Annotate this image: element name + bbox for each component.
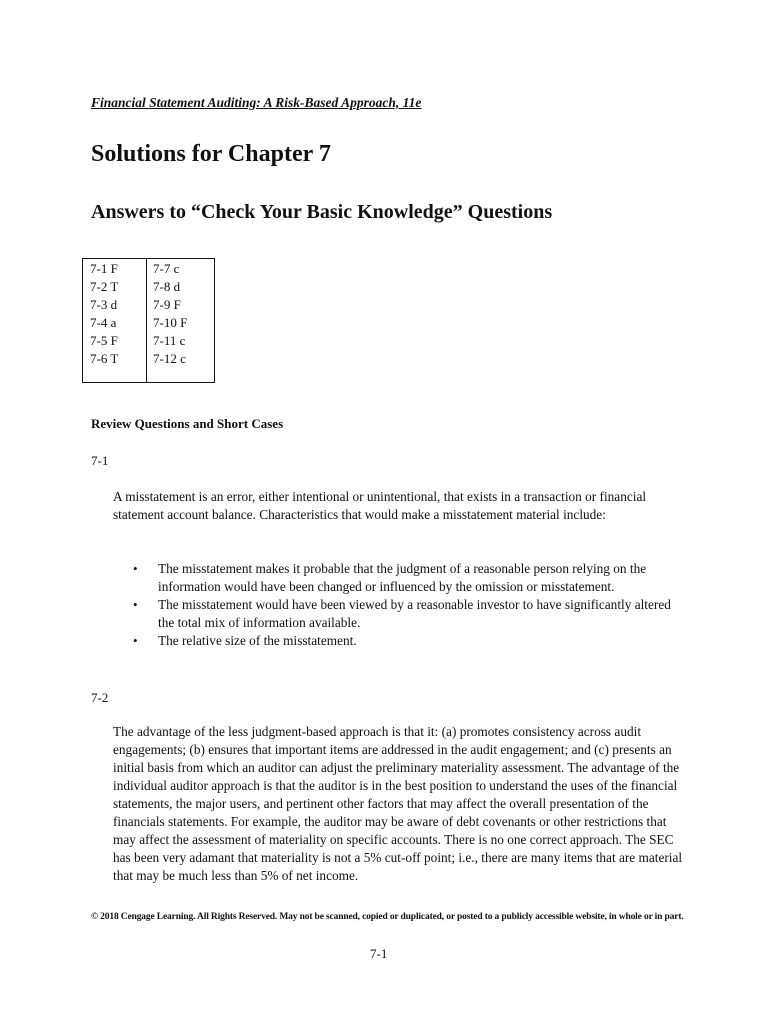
materiality-bullet-list bbox=[113, 560, 673, 650]
bullet-text: The misstatement would have been viewed by a reasonable investor to have significantly altered the total mix of information available. bbox=[158, 597, 671, 630]
answer-cell: 7-1 F bbox=[90, 261, 118, 276]
answer-cell: 7-9 F bbox=[153, 297, 181, 312]
question-7-2-answer: The advantage of the less judgment-based approach is that it: (a) promotes consistency across audit engagements; (b) ensures that important items are addressed in the audit engagement; and (c) presents an initial basis from which an auditor can adjust the preliminary materiality assessment. The advantage of the individual auditor approach is that the auditor is in the best position to understand the uses of the financial statements, the major users, and pertinent other factors that may affect the overall presentation of the financials statements. For example, the auditor may be aware of debt covenants or other restrictions that may affect the assessment of materiality on specific accounts. There is no one correct approach. The SEC has been very adamant that materiality is not a 5% cut-off point; i.e., there are many items that are material that may be much less than 5% of net income. bbox=[113, 724, 683, 883]
bullet-icon: • bbox=[133, 561, 138, 576]
review-heading: Review Questions and Short Cases bbox=[91, 416, 284, 431]
answer-cell: 7-7 c bbox=[153, 261, 180, 276]
copyright-notice: © 2018 Cengage Learning. All Rights Reserved. May not be scanned, copied or duplicated, or posted to a publicly accessible website, in whole or in part. bbox=[91, 912, 684, 922]
page-number: 7-1 bbox=[370, 946, 388, 961]
answer-cell: 7-8 d bbox=[153, 279, 181, 294]
bullet-item bbox=[113, 596, 673, 632]
bullet-icon: • bbox=[133, 633, 138, 648]
question-number-7-2: 7-2 bbox=[91, 690, 109, 705]
answer-cell: 7-12 c bbox=[153, 351, 186, 366]
answer-cell: 7-3 d bbox=[90, 297, 118, 312]
bullet-text: The relative size of the misstatement. bbox=[158, 633, 357, 648]
answer-cell: 7-4 a bbox=[90, 315, 117, 330]
question-number-7-1: 7-1 bbox=[91, 453, 109, 468]
bullet-icon: • bbox=[133, 597, 138, 612]
bullet-text: The misstatement makes it probable that the judgment of a reasonable person relying on the information would have been changed or influenced by the omission or misstatement. bbox=[158, 561, 647, 594]
answer-column-left bbox=[83, 259, 147, 382]
section-title: Answers to “Check Your Basic Knowledge” Questions bbox=[91, 201, 553, 223]
answer-cell: 7-2 T bbox=[90, 279, 119, 294]
answer-cell: 7-11 c bbox=[153, 333, 186, 348]
bullet-item bbox=[113, 560, 673, 596]
question-7-1-intro: A misstatement is an error, either intentional or unintentional, that exists in a transaction or financial statement account balance. Characteristics that would make a misstatement material include: bbox=[113, 489, 647, 522]
answer-cell: 7-6 T bbox=[90, 351, 119, 366]
answer-cell: 7-5 F bbox=[90, 333, 118, 348]
bullet-item bbox=[113, 632, 673, 650]
answer-cell: 7-10 F bbox=[153, 315, 188, 330]
book-title: Financial Statement Auditing: A Risk-Based Approach, 11e bbox=[91, 95, 422, 110]
answer-table bbox=[82, 258, 215, 383]
answer-column-right bbox=[147, 259, 214, 382]
chapter-title: Solutions for Chapter 7 bbox=[91, 141, 331, 167]
